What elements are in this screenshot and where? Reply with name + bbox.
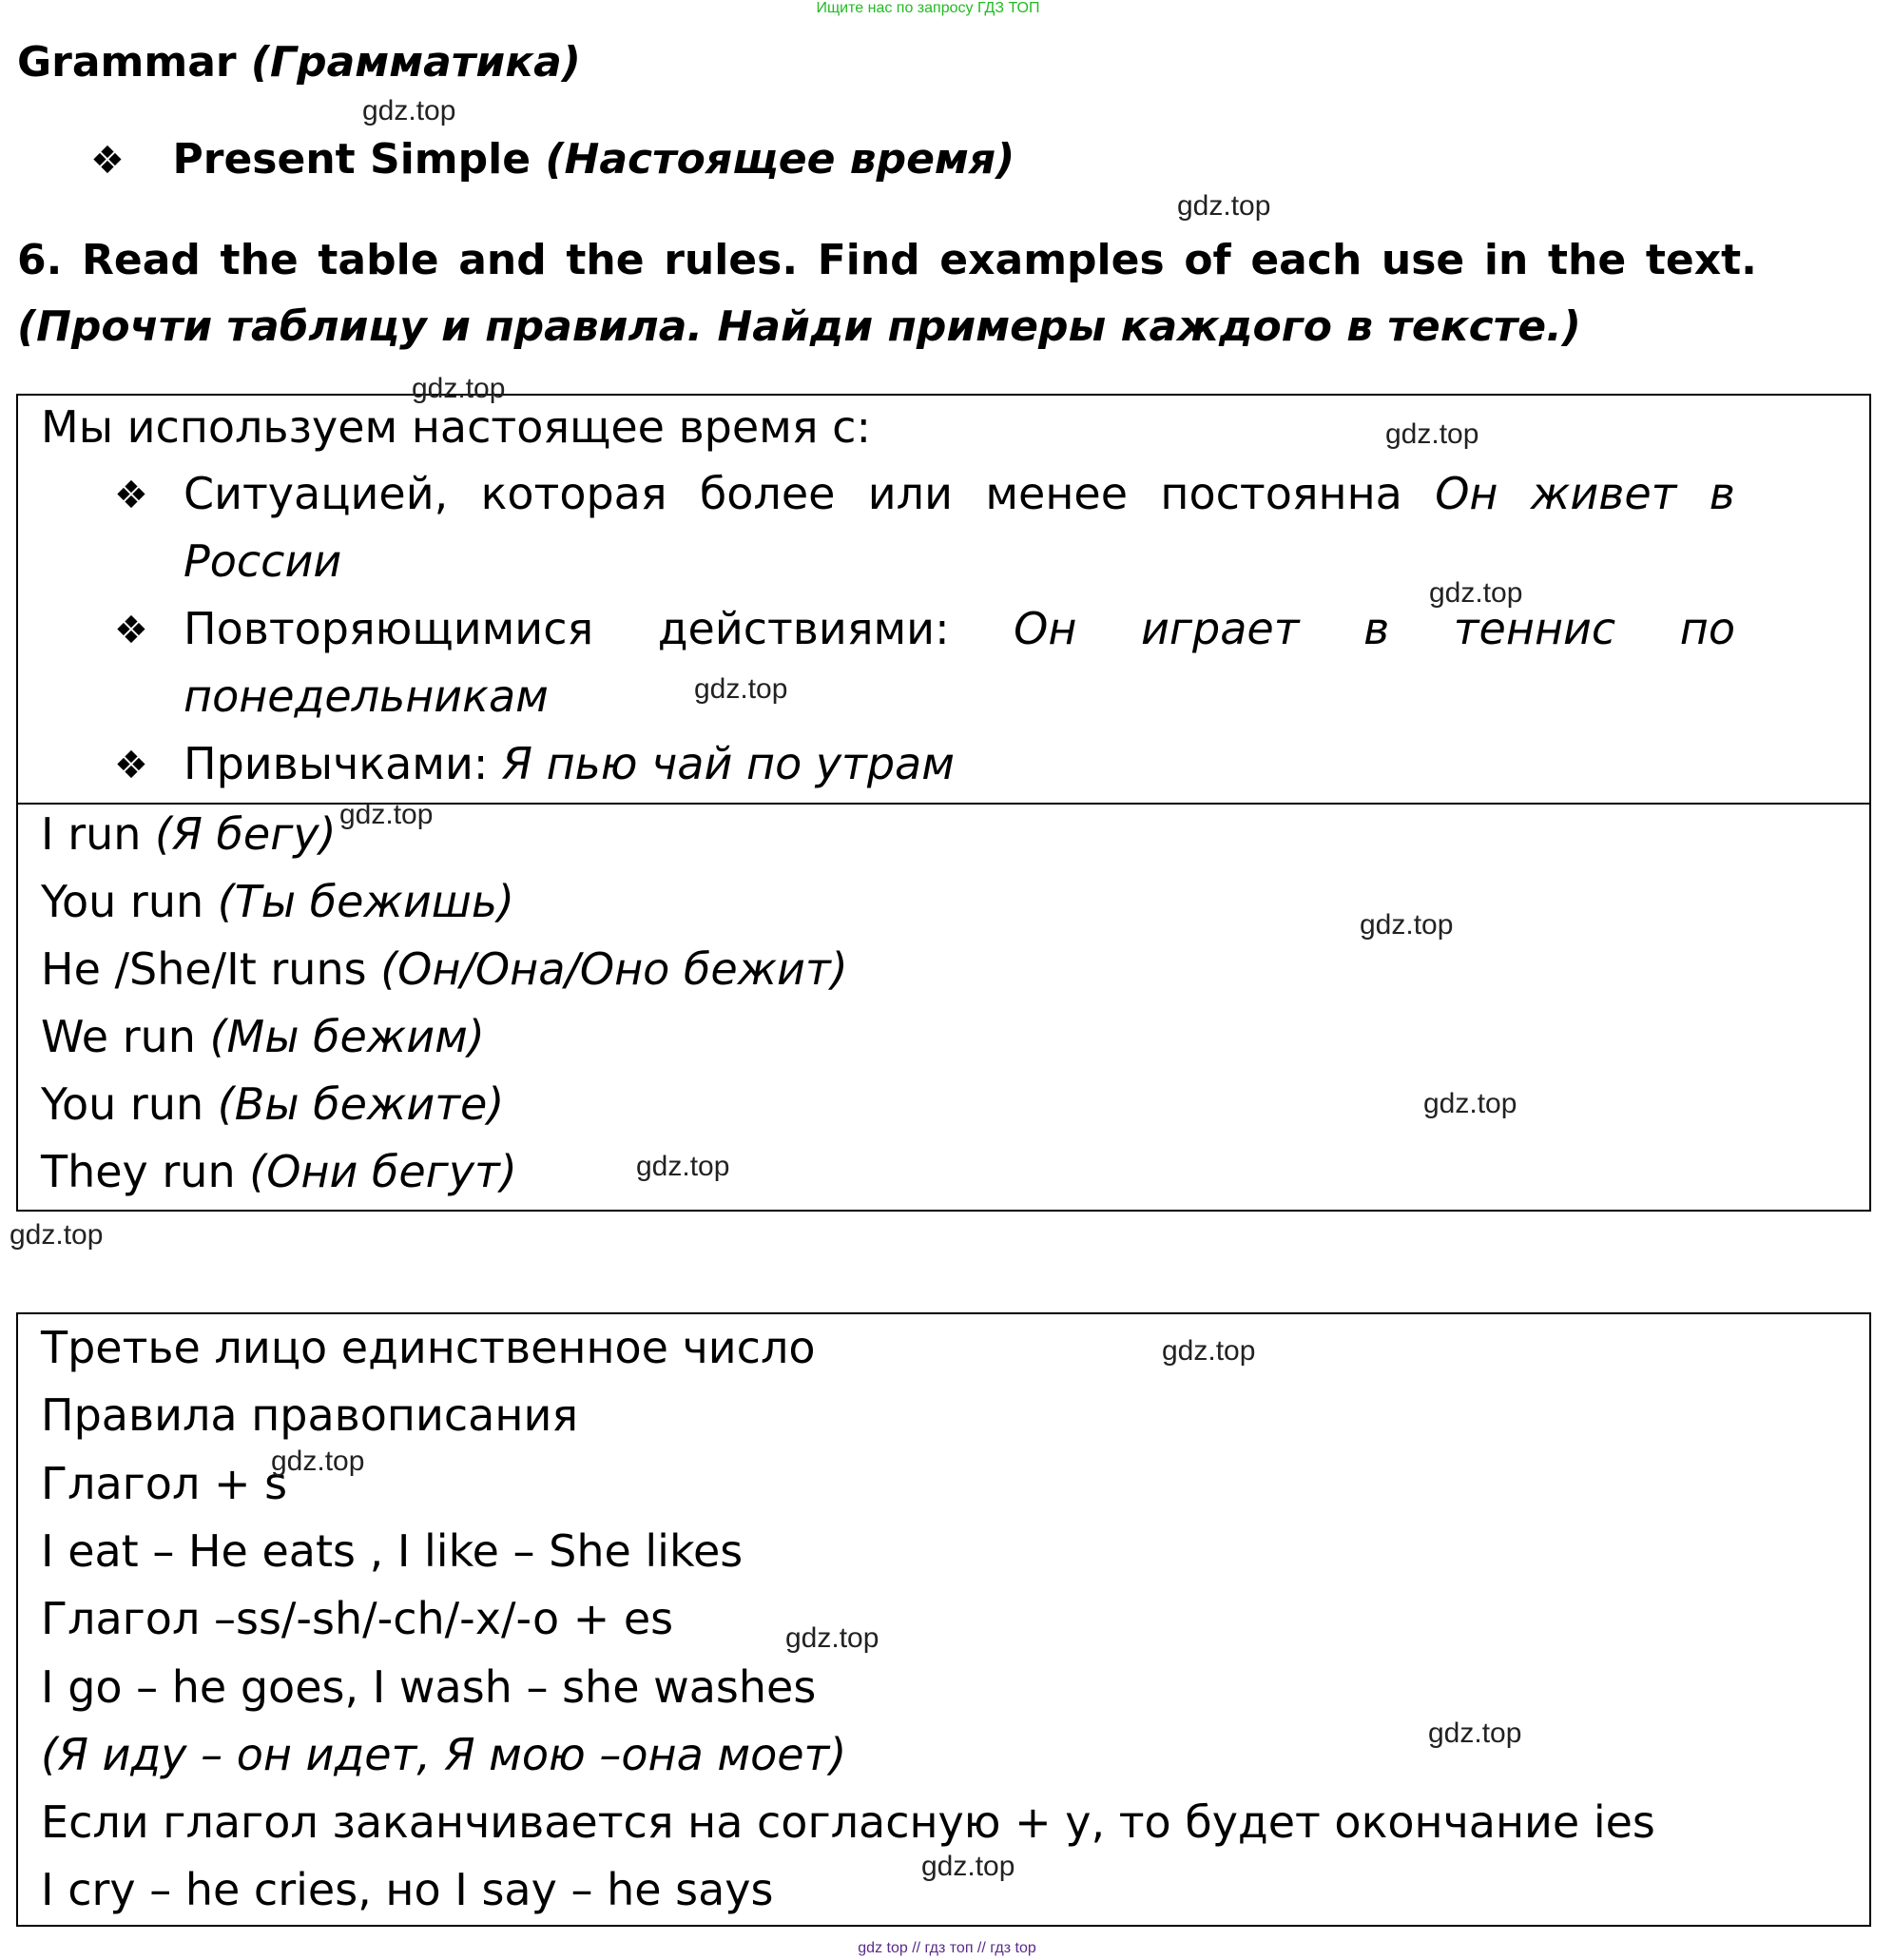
footer: gdz top // гдз топ // гдз top xyxy=(858,1940,1036,1956)
use-permanent-situation xyxy=(184,468,1735,519)
taskline-word: in xyxy=(1483,236,1529,284)
use2-word: в xyxy=(1363,603,1390,654)
watermark: gdz.top xyxy=(1162,1335,1256,1367)
conjugation-en: He /She/It runs xyxy=(41,943,381,995)
watermark: gdz.top xyxy=(636,1151,730,1182)
use-habits-label: Привычками: xyxy=(184,738,489,789)
spelling-rule-line: Глагол + s xyxy=(41,1457,288,1509)
page-title xyxy=(17,38,581,87)
watermark: gdz.top xyxy=(921,1851,1015,1882)
watermark: gdz.top xyxy=(1177,190,1271,222)
conjugation-ru: (Ты бежишь) xyxy=(217,876,514,927)
conjugation-en: I run xyxy=(41,808,156,860)
taskline-word: Find xyxy=(817,236,920,284)
use1-word: в xyxy=(1709,468,1735,519)
watermark: gdz.top xyxy=(1360,909,1454,941)
taskline-word: the xyxy=(220,236,299,284)
spelling-rule-line: Если глагол заканчивается на согласную + y, то будет окончание ies xyxy=(41,1796,1655,1849)
spelling-rule-line: Глагол –ss/-sh/-ch/-x/-o + es xyxy=(41,1593,674,1645)
watermark: gdz.top xyxy=(785,1622,879,1654)
conjugation-en: We run xyxy=(41,1011,210,1062)
use2-word: по xyxy=(1679,603,1735,654)
taskline-word: each xyxy=(1250,236,1363,284)
task-translation: (Прочти таблицу и правила. Найди примеры каждого в тексте.) xyxy=(17,302,1581,351)
spelling-rule-line: I cry – he cries, но I say – he says xyxy=(41,1864,774,1916)
taskline-word: the xyxy=(566,236,645,284)
taskline-word: the xyxy=(1547,236,1627,284)
use1-word: менее xyxy=(985,468,1129,519)
table-divider xyxy=(18,803,1869,805)
taskline-word: use xyxy=(1381,236,1465,284)
spelling-rule-line: I eat – He eats , I like – She likes xyxy=(41,1524,744,1577)
diamond-bullet-icon: ❖ xyxy=(114,609,148,652)
watermark: gdz.top xyxy=(1385,418,1479,450)
subheading-en: Present Simple xyxy=(172,135,531,184)
taskline-word: 6. xyxy=(17,236,63,284)
use-habits xyxy=(184,738,955,789)
use-repeated-actions xyxy=(184,603,1735,654)
use2-word: теннис xyxy=(1453,603,1616,654)
conjugation-row xyxy=(41,1011,485,1062)
use1-word: которая xyxy=(480,468,667,519)
use2-word: Повторяющимися xyxy=(184,603,594,654)
use1-word: более xyxy=(699,468,836,519)
diamond-bullet-icon: ❖ xyxy=(90,139,125,183)
conjugation-row xyxy=(41,876,514,927)
conjugation-ru: (Они бегут) xyxy=(249,1146,517,1197)
watermark: gdz.top xyxy=(1428,1717,1522,1749)
watermark: gdz.top xyxy=(10,1219,104,1251)
watermark: gdz.top xyxy=(362,95,456,126)
taskline-word: examples xyxy=(939,236,1165,284)
use-habits-example: Я пью чай по утрам xyxy=(502,738,955,789)
taskline-word: text. xyxy=(1645,236,1757,284)
taskline-word: rules. xyxy=(664,236,799,284)
taskline-word: of xyxy=(1184,236,1231,284)
title-ru: (Грамматика) xyxy=(250,38,581,87)
taskline-word: and xyxy=(458,236,547,284)
spelling-rule-line: Третье лицо единственное число xyxy=(41,1322,816,1373)
spelling-rule-line: I go – he goes, I wash – she washes xyxy=(41,1660,817,1713)
top-banner: Ищите нас по запросу ГДЗ ТОП xyxy=(816,0,1040,16)
use-permanent-situation-cont: России xyxy=(184,535,342,587)
use1-word: живет xyxy=(1530,468,1677,519)
conjugation-ru: (Он/Она/Оно бежит) xyxy=(380,943,848,995)
conjugation-row xyxy=(41,808,337,860)
spelling-rule-line: (Я иду – он идет, Я мою –она моет) xyxy=(41,1728,847,1780)
watermark: gdz.top xyxy=(412,373,506,404)
use1-word: Он xyxy=(1435,468,1498,519)
conjugation-row xyxy=(41,1078,504,1130)
diamond-bullet-icon: ❖ xyxy=(114,744,148,787)
use2-word: действиями: xyxy=(657,603,950,654)
title-en: Grammar xyxy=(17,38,237,87)
conjugation-row xyxy=(41,943,848,995)
diamond-bullet-icon: ❖ xyxy=(114,474,148,517)
watermark: gdz.top xyxy=(1429,577,1523,609)
taskline-word: table xyxy=(318,236,439,284)
conjugation-row xyxy=(41,1146,517,1197)
conjugation-ru: (Я бегу) xyxy=(155,808,337,860)
task-instruction xyxy=(17,236,1757,284)
use1-word: Ситуацией, xyxy=(184,468,449,519)
section-heading xyxy=(90,135,1015,184)
use2-word: Он xyxy=(1014,603,1077,654)
use1-word: или xyxy=(867,468,953,519)
use1-word: постоянна xyxy=(1160,468,1402,519)
use-repeated-actions-cont: понедельникам xyxy=(184,670,549,722)
taskline-word: Read xyxy=(81,236,201,284)
rules-intro: Мы используем настоящее время с: xyxy=(41,401,871,453)
spelling-rule-line: Правила правописания xyxy=(41,1389,579,1442)
conjugation-en: You run xyxy=(41,1078,218,1130)
watermark: gdz.top xyxy=(694,673,788,705)
watermark: gdz.top xyxy=(339,799,434,830)
conjugation-ru: (Вы бежите) xyxy=(217,1078,505,1130)
subheading-ru: (Настоящее время) xyxy=(545,135,1015,184)
conjugation-en: You run xyxy=(41,876,218,927)
use2-word: играет xyxy=(1140,603,1300,654)
watermark: gdz.top xyxy=(1423,1088,1517,1119)
conjugation-en: They run xyxy=(41,1146,250,1197)
conjugation-ru: (Мы бежим) xyxy=(209,1011,485,1062)
watermark: gdz.top xyxy=(271,1446,365,1477)
